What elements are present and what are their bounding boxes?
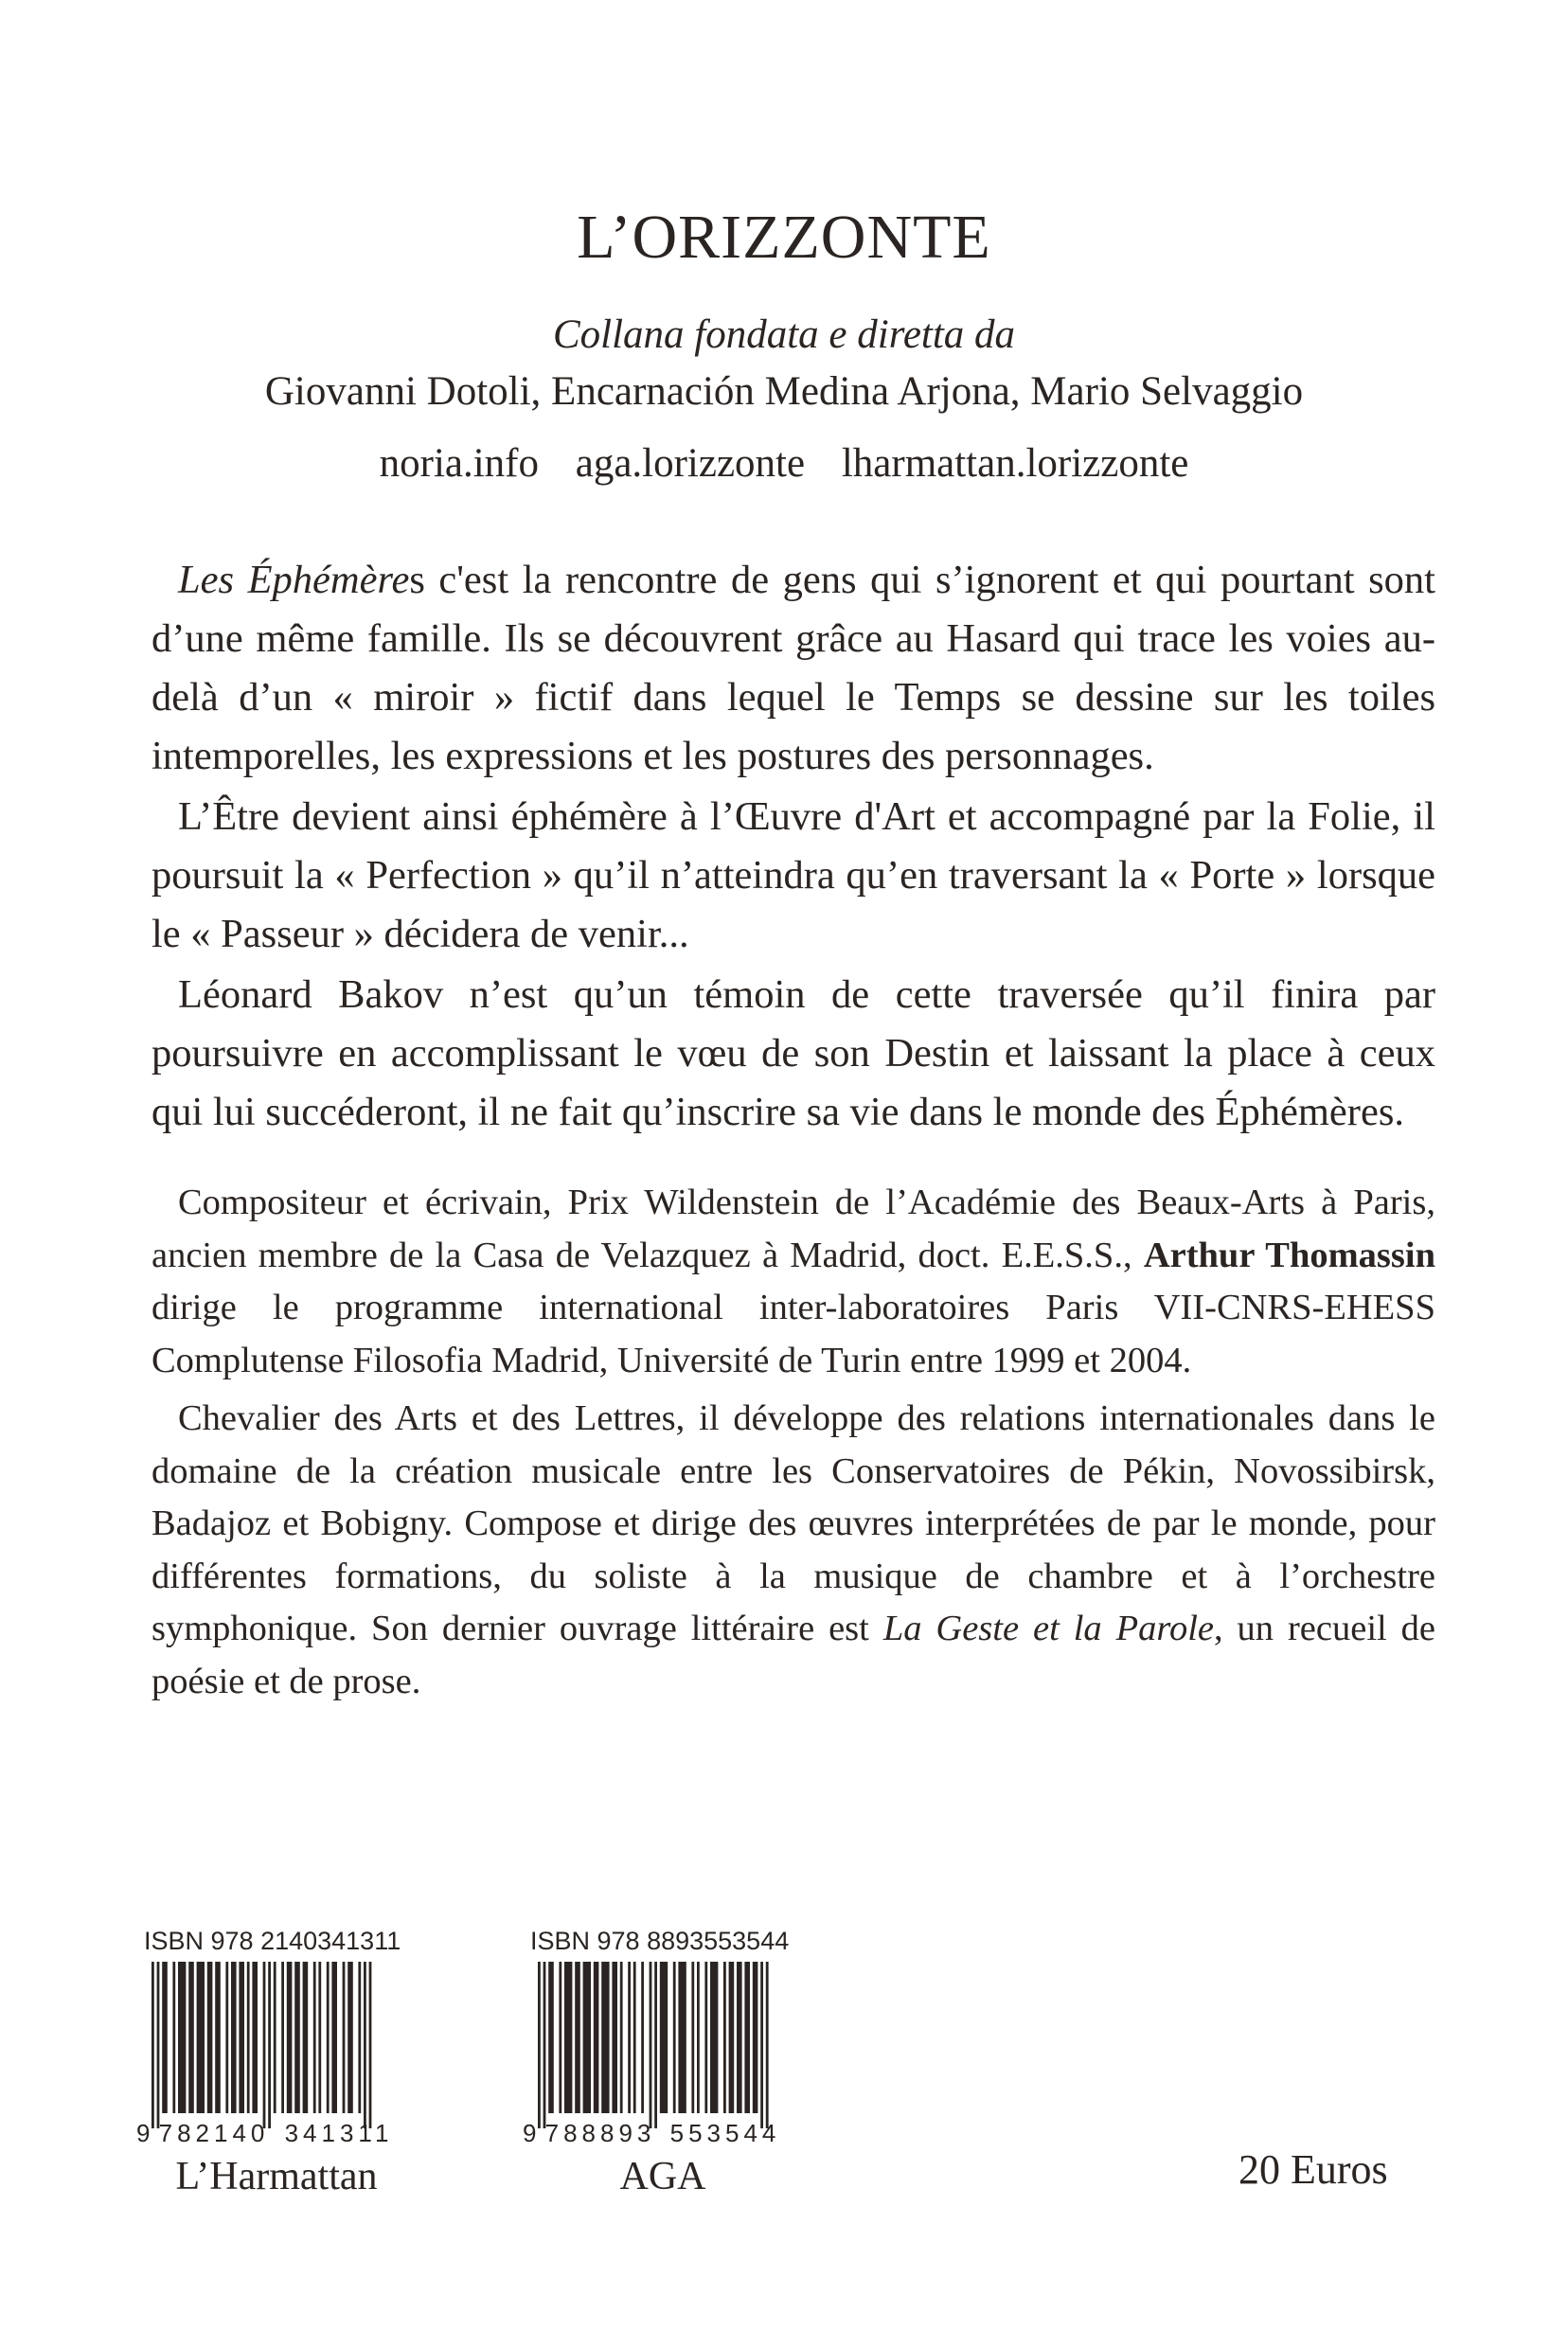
barcode-bar — [268, 1962, 271, 2128]
author-name: Arthur Thomassin — [1143, 1235, 1436, 1275]
barcode-bar — [331, 1962, 337, 2113]
work-title: La Geste et la Parole — [882, 1609, 1214, 1648]
barcode-bar — [274, 1962, 276, 2113]
bio-paragraph: Chevalier des Arts et des Lettres, il développe des relations internationales dans le domaine de la création musicale entre les Conservatoires de Pékin, Novossibirsk, Badajoz et Bobigny. Compose et dirige des œuvres interprétées de par le monde, pour différentes formations, du soliste à la musique de chambre et à l’orchestre symphonique. Son dernier ouvrage littéraire est La Geste et la Parole, un recueil de poésie et de prose. — [151, 1398, 1435, 1701]
barcode-bar — [704, 1962, 707, 2113]
barcode-bar — [729, 1962, 735, 2113]
barcode-bar — [172, 1962, 175, 2113]
barcode-bar — [157, 1962, 160, 2128]
barcode-aga — [519, 1929, 807, 2197]
barcode-bar — [641, 1962, 644, 2113]
barcode-digit-first: 9 — [136, 2119, 151, 2147]
barcode-bar — [252, 1962, 258, 2113]
barcode-bar — [612, 1962, 617, 2113]
barcode-bar — [548, 1962, 554, 2113]
barcode-bar — [620, 1962, 623, 2113]
barcode-bar — [225, 1962, 228, 2113]
barcode-bar — [369, 1962, 372, 2128]
barcode-bar — [178, 1962, 186, 2113]
barcode-bar — [654, 1962, 657, 2128]
barcode-bars — [538, 1962, 769, 2128]
blurb-paragraph: Léonard Bakov n’est qu’un témoin de cette traversée qu’il finira par poursuivre en accomplissant le vœu de son Destin et laissant la place à ceux qui lui succéderont, il ne fait qu’inscrire sa vie dans le monde des Éphémères. — [151, 972, 1435, 1134]
barcode-bar — [543, 1962, 546, 2128]
barcode-bar — [673, 1962, 676, 2113]
publisher-harmattan: L’Harmattan — [175, 2155, 378, 2198]
barcode-aga-graphic — [519, 1962, 807, 2151]
barcode-bars — [151, 1962, 371, 2128]
barcode-bar — [628, 1962, 631, 2113]
barcode-bar — [737, 1962, 742, 2113]
isbn-label: ISBN 978 2140341311 — [144, 1927, 401, 1955]
barcode-bar — [650, 1962, 652, 2128]
barcode-bar — [744, 1962, 750, 2113]
barcode-bar — [263, 1962, 266, 2128]
author-bio — [151, 1177, 1435, 1708]
barcode-bar — [594, 1962, 599, 2113]
barcode-bar — [318, 1962, 321, 2113]
barcode-bar — [303, 1962, 309, 2113]
barcode-bar — [678, 1962, 686, 2113]
barcode-bar — [660, 1962, 668, 2113]
barcode-digit-first: 9 — [523, 2119, 537, 2147]
blurb-paragraph: Les Éphémères c'est la rencontre de gens qui s’ignorent et qui pourtant sont d’une même famille. Ils se découvrent grâce au Hasard qui trace les voies au-delà d’un « miroir » fictif dans lequel le Temps se dessine sur les toiles intemporelles, les expressions et les postures des personnages. — [151, 558, 1435, 778]
barcode-bar — [364, 1962, 366, 2128]
barcode-harmattan — [133, 1929, 420, 2197]
blurb-paragraph: L’Être devient ainsi éphémère à l’Œuvre d'Art et accompagné par la Folie, il poursuit la « Perfection » qu’il n’atteindra qu’en traversant la « Porte » lorsque le « Passeur » décidera de venir... — [151, 794, 1435, 956]
barcode-bar — [197, 1962, 205, 2113]
barcode-bar — [239, 1962, 244, 2113]
barcode-bar — [247, 1962, 250, 2113]
barcode-bar — [710, 1962, 718, 2113]
barcode-bar — [215, 1962, 221, 2113]
barcode-bar — [697, 1962, 700, 2113]
series-links — [0, 443, 1568, 484]
barcode-bar — [358, 1962, 361, 2113]
barcode-bar — [564, 1962, 572, 2113]
barcode-bar — [207, 1962, 213, 2113]
book-title: Les Éphémère — [178, 558, 410, 602]
barcode-bar — [287, 1962, 293, 2113]
link-aga[interactable]: aga.lorizzonte — [575, 441, 806, 486]
barcode-bar — [723, 1962, 726, 2113]
barcode-bar — [188, 1962, 194, 2113]
series-title: L’ORIZZONTE — [577, 203, 991, 272]
barcode-bar — [583, 1962, 591, 2113]
barcode-bar — [575, 1962, 580, 2113]
series-subtitle: Collana fondata e diretta da — [552, 312, 1016, 357]
barcode-digits-left: 788893 — [544, 2119, 656, 2147]
barcode-bar — [281, 1962, 284, 2113]
barcode-bar — [343, 1962, 346, 2113]
barcode-digits-left: 782140 — [158, 2119, 270, 2147]
bio-paragraph: Compositeur et écrivain, Prix Wildenstein de l’Académie des Beaux-Arts à Paris, ancien membre de la Casa de Velazquez à Madrid, doct. E.E.S.S., Arthur Thomassin dirige le programme international inter-laboratoires Paris VII-CNRS-EHESS Complutense Filosofia Madrid, Université de Turin entre 1999 et 2004. — [151, 1183, 1436, 1380]
barcode-bar — [327, 1962, 330, 2113]
barcode-bar — [347, 1962, 353, 2113]
barcode-bar — [231, 1962, 237, 2113]
price: 20 Euros — [1238, 2146, 1388, 2193]
barcode-bar — [691, 1962, 694, 2113]
barcode-digits-right: 341311 — [284, 2119, 394, 2147]
link-noria[interactable]: noria.info — [379, 441, 539, 486]
publisher-aga: AGA — [619, 2155, 706, 2198]
barcode-bar — [766, 1962, 769, 2128]
barcode-bar — [313, 1962, 316, 2113]
barcode-bar — [753, 1962, 758, 2113]
link-lharmattan[interactable]: lharmattan.lorizzonte — [841, 441, 1189, 486]
barcode-bar — [538, 1962, 541, 2128]
barcode-bar — [601, 1962, 609, 2113]
barcode-bar — [760, 1962, 763, 2128]
barcode-digits-right: 553544 — [669, 2119, 781, 2147]
series-directors: Giovanni Dotoli, Encarnación Medina Arjona, Mario Selvaggio — [264, 369, 1304, 414]
barcode-bar — [294, 1962, 300, 2113]
barcode-bar — [151, 1962, 154, 2128]
barcode-bar — [559, 1962, 561, 2113]
barcode-bar — [633, 1962, 636, 2113]
barcode-bar — [162, 1962, 168, 2113]
barcode-harmattan-graphic — [133, 1962, 420, 2151]
isbn-label: ISBN 978 8893553544 — [530, 1927, 790, 1955]
book-blurb — [151, 551, 1435, 1142]
